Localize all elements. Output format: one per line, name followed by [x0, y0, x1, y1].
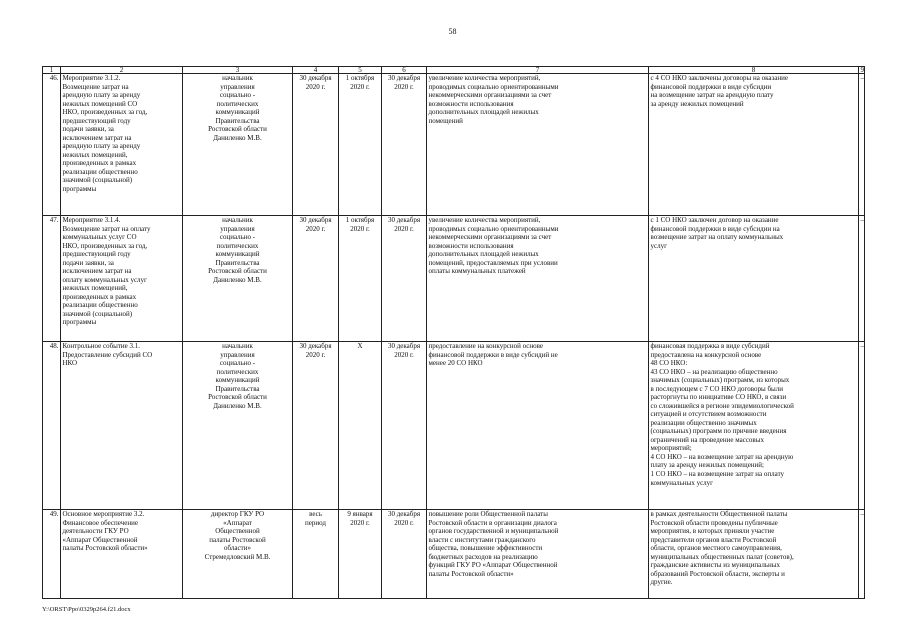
expected-result-cell: повышение роли Общественной палаты Ростовской области в организации диалога органов государственной и муниципальной власти с институтами гражданского общества, повышение эффективности бюджетных расходов на реализацию функций ГКУ РО «Аппарат Общественной палаты Ростовской области»	[427, 510, 649, 599]
plan-date-cell: 30 декабря 2020 г.	[293, 74, 339, 216]
row-number: 47.	[43, 216, 61, 342]
plan-date-cell: 30 декабря 2020 г.	[293, 216, 339, 342]
report-table	[42, 66, 865, 599]
end-date-cell: 30 декабря 2020 г.	[382, 74, 427, 216]
page-number: 58	[448, 27, 457, 36]
column-header: 5	[339, 67, 382, 74]
notes-cell: –	[859, 342, 865, 510]
event-cell: Контрольное событие 3.1. Предоставление субсидий СО НКО	[61, 342, 183, 510]
event-cell: Основное мероприятие 3.2. Финансовое обеспечение деятельности ГКУ РО «Аппарат Общественной палаты Ростовской области»	[61, 510, 183, 599]
actual-result-cell: финансовая поддержка в виде субсидий предоставлена на конкурсной основе 48 СО НКО: 43 СО НКО – на реализацию общественно значимых (социальных) программ, из которых в последующем с 7 СО НКО договоры были расторгнуты по инициативе СО НКО, в связи со сложившейся в регионе эпидемиологической ситуацией и отсутствием возможности реализации общественно значимых (социальных) программ по причине введения ограничений на проведение массовых мероприятий; 4 СО НКО – на возмещение затрат на арендную плату за аренду нежилых помещений; 1 СО НКО – на возмещение затрат на оплату коммунальных услуг	[649, 342, 859, 510]
responsible-cell: начальник управления социально - политических коммуникаций Правительства Ростовской области Даниленко М.В.	[183, 216, 293, 342]
start-date-cell: 1 октября 2020 г.	[339, 216, 382, 342]
end-date-cell: 30 декабря 2020 г.	[382, 510, 427, 599]
end-date-cell: 30 декабря 2020 г.	[382, 216, 427, 342]
row-number: 46.	[43, 74, 61, 216]
table-row	[43, 510, 865, 599]
column-header: 9	[860, 66, 864, 74]
actual-result-cell: с 4 СО НКО заключены договоры на оказание финансовой поддержки в виде субсидии на возмещение затрат на арендную плату за аренду нежилых помещений	[649, 74, 859, 216]
row-number: 49.	[43, 510, 61, 599]
column-header: 4	[293, 67, 339, 74]
expected-result-cell: предоставление на конкурсной основе финансовой поддержки в виде субсидий не менее 20 СО НКО	[427, 342, 649, 510]
table-row	[43, 74, 865, 216]
column-header: 6	[382, 67, 427, 74]
end-date-cell: 30 декабря 2020 г.	[382, 342, 427, 510]
actual-result-cell: в рамках деятельности Общественной палаты Ростовской области проведены публичные мероприятия, в которых приняли участие представители органов власти Ростовской области, органов местного самоуправления, муниципальных общественных палат (советов), гражданские активисты из муниципальных образований Ростовской области, эксперты и другие.	[649, 510, 859, 599]
notes-cell: –	[859, 74, 865, 216]
plan-date-cell: 30 декабря 2020 г.	[293, 342, 339, 510]
actual-result-cell: с 1 СО НКО заключен договор на оказание финансовой поддержки в виде субсидии на возмещение затрат на оплату коммунальных услуг	[649, 216, 859, 342]
header-row	[43, 67, 865, 74]
notes-cell: –	[859, 510, 865, 599]
column-header: 8	[649, 67, 859, 74]
start-date-cell: 1 октября 2020 г.	[339, 74, 382, 216]
expected-result-cell: увеличение количества мероприятий, проводимых социально ориентированными некоммерческими организациями за счет возможности использования дополнительных площадей нежилых помещений, предоставляемых при условии оплаты коммунальных платежей	[427, 216, 649, 342]
expected-result-cell: увеличение количества мероприятий, проводимых социально ориентированными некоммерческими организациями за счет возможности использования дополнительных площадей нежилых помещений	[427, 74, 649, 216]
responsible-cell: начальник управления социально - политических коммуникаций Правительства Ростовской области Даниленко М.В.	[183, 342, 293, 510]
column-header: 7	[427, 67, 649, 74]
column-header: 3	[183, 67, 293, 74]
start-date-cell: Х	[339, 342, 382, 510]
event-cell: Мероприятие 3.1.2. Возмещение затрат на арендную плату за аренду нежилых помещений СО НКО, произведенных за год, предшествующий году подачи заявки, за исключением затрат на арендную плату за аренду нежилых помещений, произведенных в рамках реализации общественно значимой (социальной) программы	[61, 74, 183, 216]
event-cell: Мероприятие 3.1.4. Возмещение затрат на оплату коммунальных услуг СО НКО, произведенных за год, предшествующий году подачи заявки, за исключением затрат на оплату коммунальных услуг нежилых помещений, произведенных в рамках реализации общественно значимой (социальной) программы	[61, 216, 183, 342]
responsible-cell: начальник управления социально - политических коммуникаций Правительства Ростовской области Даниленко М.В.	[183, 74, 293, 216]
start-date-cell: 9 января 2020 г.	[339, 510, 382, 599]
file-path-footer: Y:\ORST\Ppo\0329p264.f21.docx	[42, 606, 131, 613]
responsible-cell: директор ГКУ РО «Аппарат Общественной палаты Ростовской области» Стремедловский М.В.	[183, 510, 293, 599]
column-header: 2	[61, 67, 183, 74]
column-header: 1	[43, 67, 61, 74]
row-number: 48.	[43, 342, 61, 510]
notes-cell: –	[859, 216, 865, 342]
plan-date-cell: весь период	[293, 510, 339, 599]
table-row	[43, 342, 865, 510]
table-row	[43, 216, 865, 342]
